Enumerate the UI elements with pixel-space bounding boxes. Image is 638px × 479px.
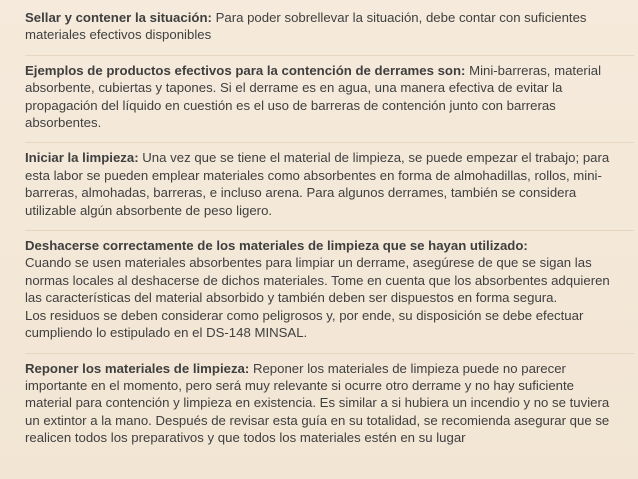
paragraph-heading: Sellar y contener la situación: [25, 10, 212, 25]
paragraph-deshacerse [25, 237, 620, 345]
paragraph-heading: Iniciar la limpieza: [25, 150, 139, 166]
paragraph-text: Cuando se usen materiales absorbentes para limpiar un derrame, asegúrese de que se sigan las normas locales al deshacerse de dichos materiales. Tome en cuenta que los absorbentes adquieren las características del material absorbido y también deben ser dispuestos en forma segura. [25, 255, 610, 306]
paragraph-text: Para poder sobrellevar la situación, debe contar con suficientes materiales efectivos disponibles [25, 10, 587, 43]
paragraph-text-second: Los residuos se deben considerar como peligrosos y, por ende, su disposición se debe efectuar cumpliendo lo estipulado en el DS-148 MINSAL. [25, 307, 584, 341]
paragraph-text: Una vez que se tiene el material de limpieza, se puede empezar el trabajo; para esta labor se pueden emplear materiales como absorbentes en forma de almohadillas, rollos, mini-barreras, almohadas, barreras, e incluso arena. Para algunos derrames, también se considera utilizable algún absorbente de peso ligero. [25, 150, 610, 218]
paragraph-text: Mini-barreras, material absorbente, cubiertas y tapones. Si el derrame es en agua, una manera efectiva de evitar la propagación del líquido en cuestión es el uso de barreras de contención junto con barreras absorbentes. [25, 62, 602, 131]
slide-content [25, 9, 620, 465]
paragraph-heading: Deshacerse correctamente de los materiales de limpieza que se hayan utilizado: [25, 238, 528, 254]
paragraph-reponer [25, 360, 620, 451]
paragraph-text: Reponer los materiales de limpieza puede no parecer importante en el momento, pero será muy relevante si ocurre otro derrame y no hay suficiente material para contención y limpieza en existencia. Es similar a si hubiera un incendio y no se tuviera un extintor a la mano. Después de revisar esta guía en su totalidad, se recomienda asegurar que se realicen todos los preparativos y que todos los materiales estén en su lugar [25, 360, 610, 446]
paragraph-heading: Reponer los materiales de limpieza: [25, 360, 250, 376]
paragraph-iniciar [25, 149, 620, 223]
paragraph-sellar [25, 9, 620, 48]
paragraph-ejemplos [25, 62, 620, 136]
paragraph-heading: Ejemplos de productos efectivos para la contención de derrames son: [25, 62, 466, 78]
